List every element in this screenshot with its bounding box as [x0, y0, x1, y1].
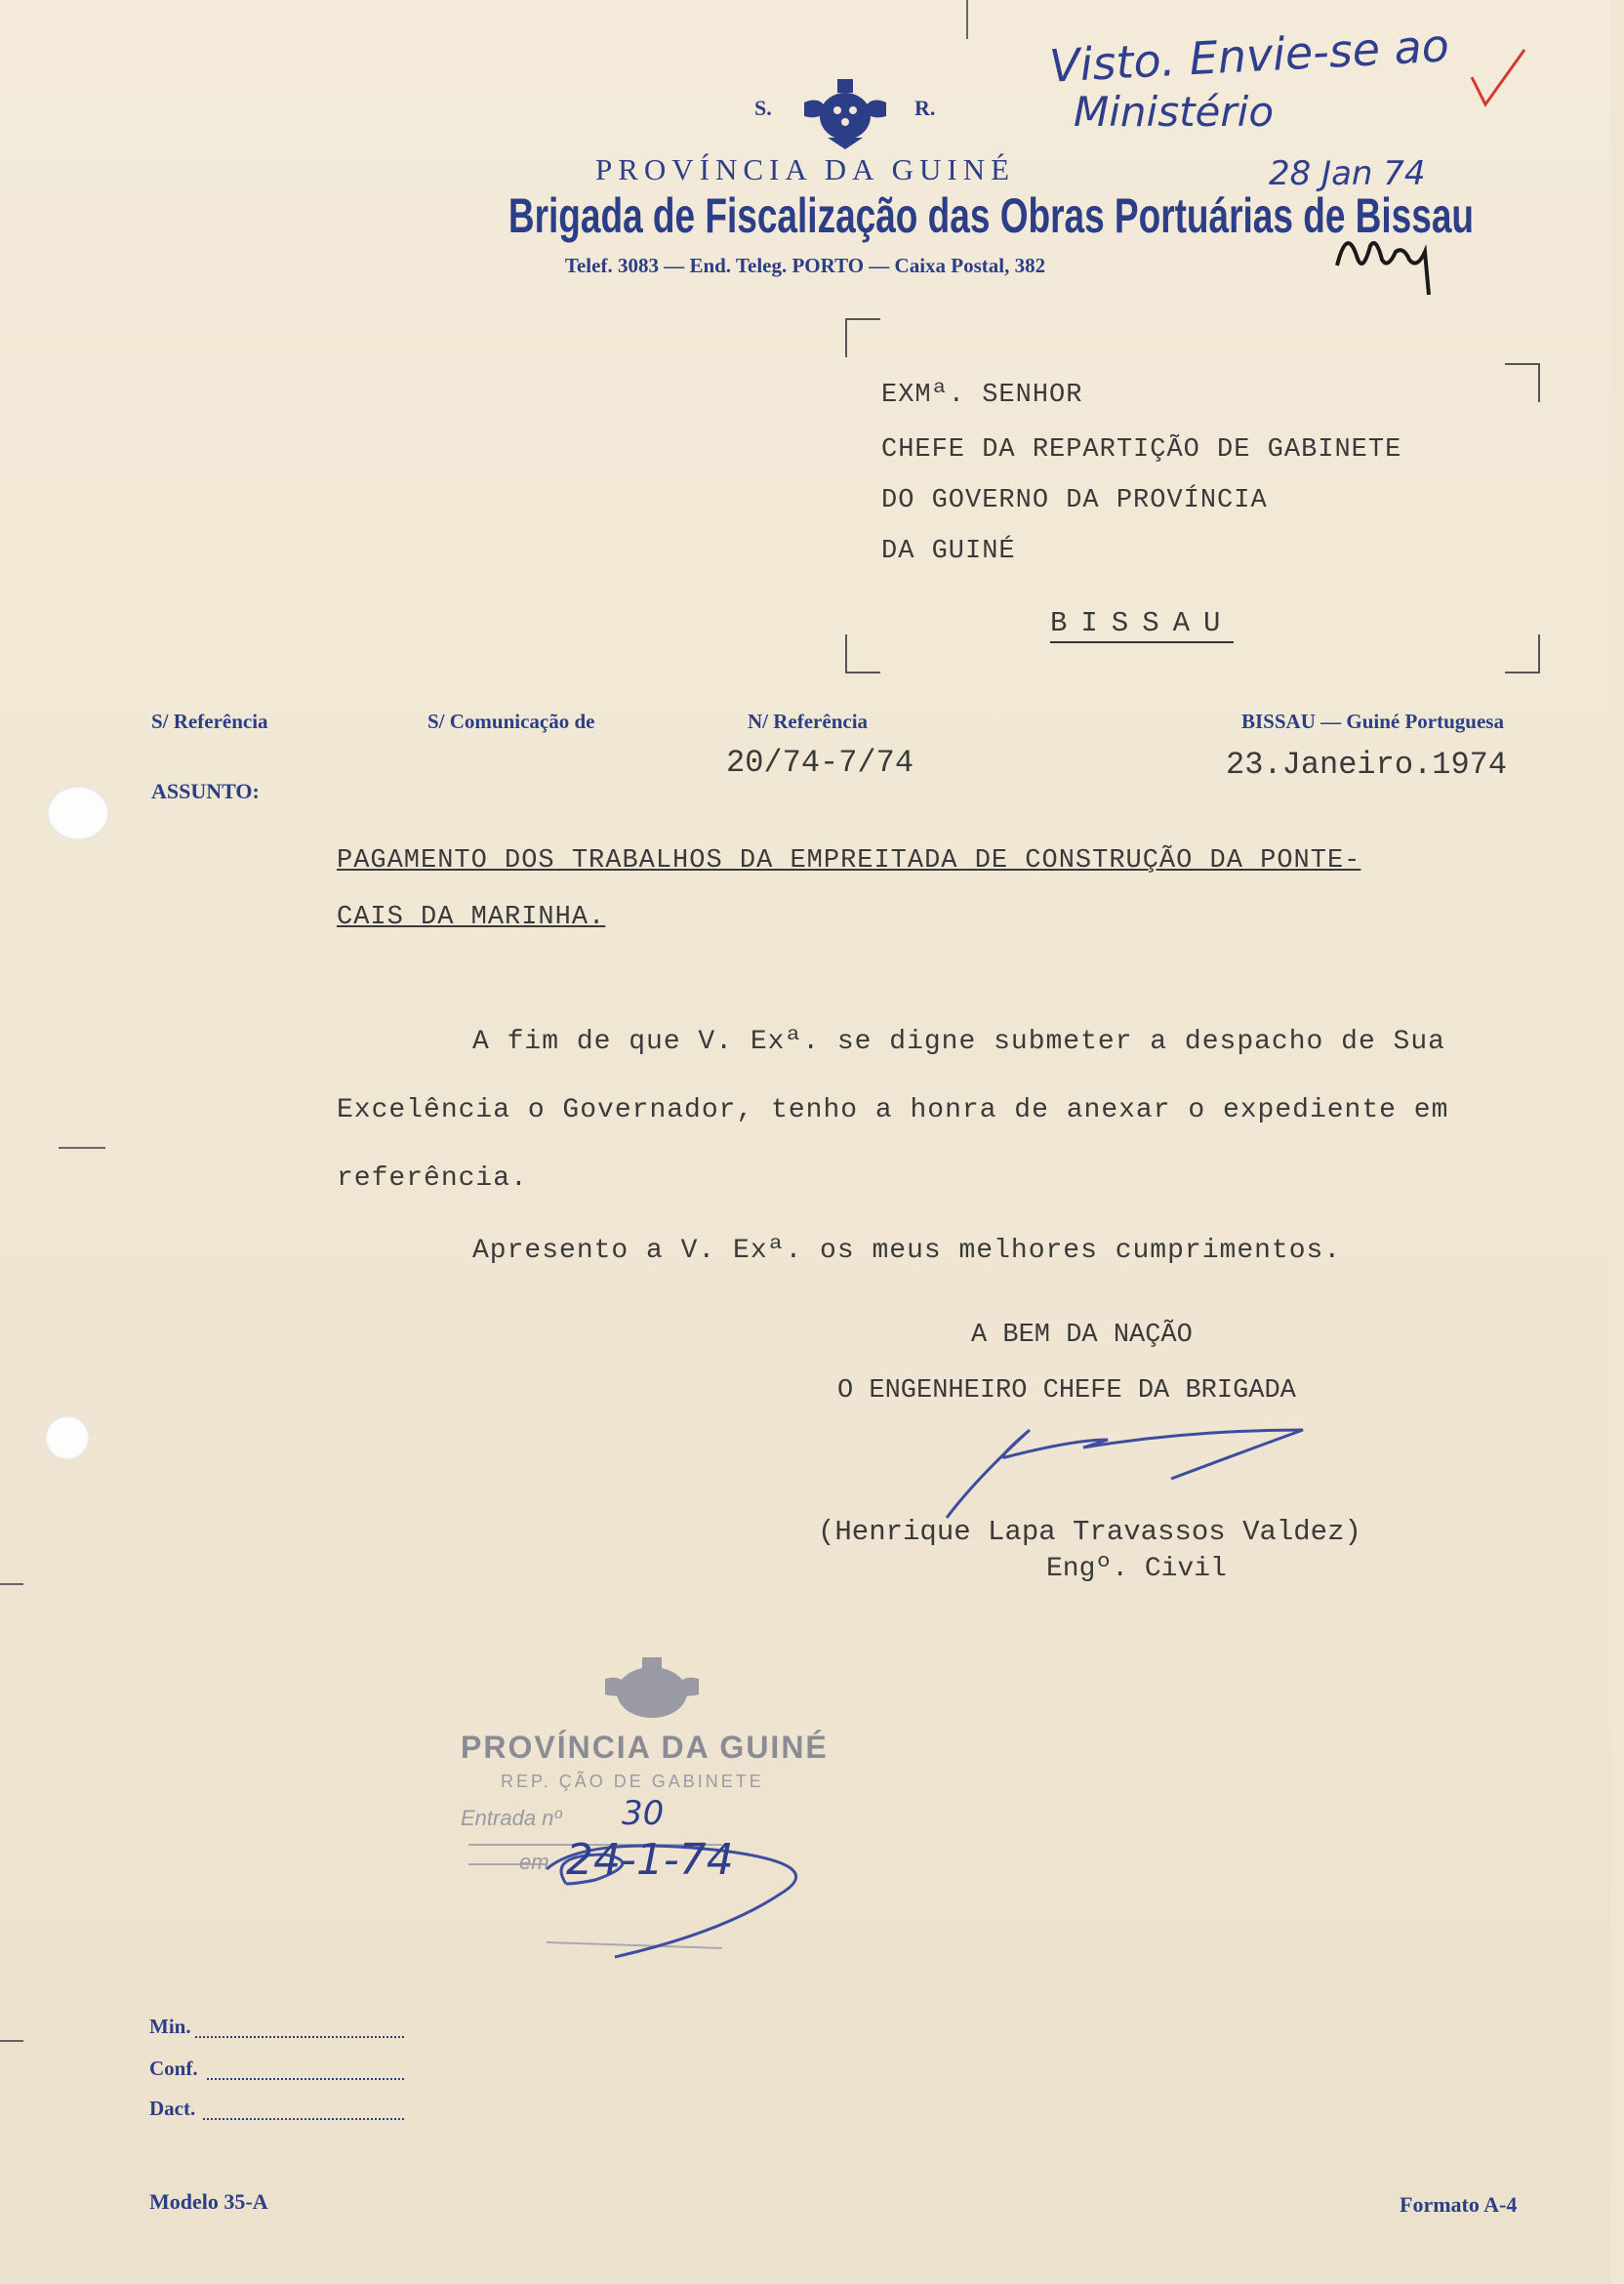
address-city: BISSAU — [1050, 607, 1234, 643]
header-r-mark: R. — [914, 96, 936, 120]
contact-line: Telef. 3083 — End. Teleg. PORTO — Caixa Postal, 382 — [564, 254, 1046, 277]
closing-role: O ENGENHEIRO CHEFE DA BRIGADA — [837, 1376, 1296, 1406]
subject-line1: PAGAMENTO DOS TRABALHOS DA EMPREITADA DE CONSTRUÇÃO DA PONTE- — [337, 846, 1361, 876]
fold-mark — [0, 2040, 23, 2042]
body-paragraph1-line3: referência. — [337, 1163, 528, 1194]
conf-field-line — [207, 2078, 404, 2080]
dact-field-label: Dact. — [149, 2097, 196, 2120]
header-s-mark: S. — [754, 96, 772, 120]
n-ref-value: 20/74-7/74 — [726, 745, 914, 781]
coat-of-arms-icon — [798, 73, 892, 149]
stamp-em-label: em — [519, 1850, 549, 1874]
address-line1: EXMª. SENHOR — [881, 381, 1083, 410]
letter-date: 23.Janeiro.1974 — [1226, 747, 1508, 783]
s-com-label: S/ Comunicação de — [427, 710, 595, 733]
dact-field-line — [203, 2118, 404, 2120]
body-paragraph1-line2: Excelência o Governador, tenho a honra de anexar o expediente em — [337, 1095, 1449, 1125]
s-ref-label: S/ Referência — [151, 710, 268, 733]
signatory-name: (Henrique Lapa Travassos Valdez) — [818, 1516, 1361, 1548]
body-paragraph2: Apresento a V. Exª. os meus melhores cumprimentos. — [472, 1236, 1342, 1266]
fold-mark — [0, 1583, 23, 1585]
fold-mark — [59, 1147, 105, 1149]
signatory-title: Engº. Civil — [1046, 1554, 1227, 1584]
place-label: BISSAU — Guiné Portuguesa — [1241, 710, 1504, 733]
stamp-entry-label: Entrada nº — [461, 1806, 562, 1830]
handwritten-note-date: 28 Jan 74 — [1269, 154, 1426, 193]
assunto-label: ASSUNTO: — [151, 779, 260, 803]
punch-hole — [47, 786, 109, 840]
handwritten-initials-icon — [1327, 217, 1454, 305]
paper-format: Formato A-4 — [1400, 2192, 1518, 2217]
body-paragraph1-line1: A fim de que V. Exª. se digne submeter a despacho de Sua — [472, 1027, 1445, 1057]
handwritten-note-line2: Ministério — [1074, 88, 1275, 136]
model-number: Modelo 35-A — [149, 2189, 268, 2214]
stamp-entry-number: 30 — [622, 1794, 665, 1833]
address-corner-mark — [845, 318, 880, 357]
signature-icon — [937, 1420, 1318, 1528]
subject-line2: CAIS DA MARINHA. — [337, 903, 606, 932]
red-check-icon — [1464, 44, 1532, 112]
province-heading: PROVÍNCIA DA GUINÉ — [594, 152, 1016, 186]
closing-salutation: A BEM DA NAÇÃO — [971, 1321, 1193, 1350]
address-corner-mark — [845, 634, 880, 673]
stamp-province: PROVÍNCIA DA GUINÉ — [461, 1730, 829, 1765]
brigade-heading: Brigada de Fiscalização das Obras Portuárias de Bissau — [508, 188, 1475, 243]
n-ref-label: N/ Referência — [748, 710, 869, 733]
stamp-date: 24-1-74 — [566, 1835, 734, 1885]
address-corner-mark — [1505, 634, 1540, 673]
min-field-label: Min. — [149, 2015, 191, 2038]
handwritten-note-line1: Visto. Envie-se ao — [1047, 19, 1451, 93]
stamp-department: REP. ÇÃO DE GABINETE — [501, 1772, 764, 1791]
address-line2: CHEFE DA REPARTIÇÃO DE GABINETE — [881, 435, 1402, 465]
address-line4: DA GUINÉ — [881, 537, 1016, 566]
fold-mark — [966, 0, 968, 39]
conf-field-label: Conf. — [149, 2057, 198, 2080]
address-line3: DO GOVERNO DA PROVÍNCIA — [881, 486, 1268, 515]
punch-hole — [45, 1415, 90, 1460]
min-field-line — [195, 2036, 404, 2038]
address-corner-mark — [1505, 363, 1540, 402]
